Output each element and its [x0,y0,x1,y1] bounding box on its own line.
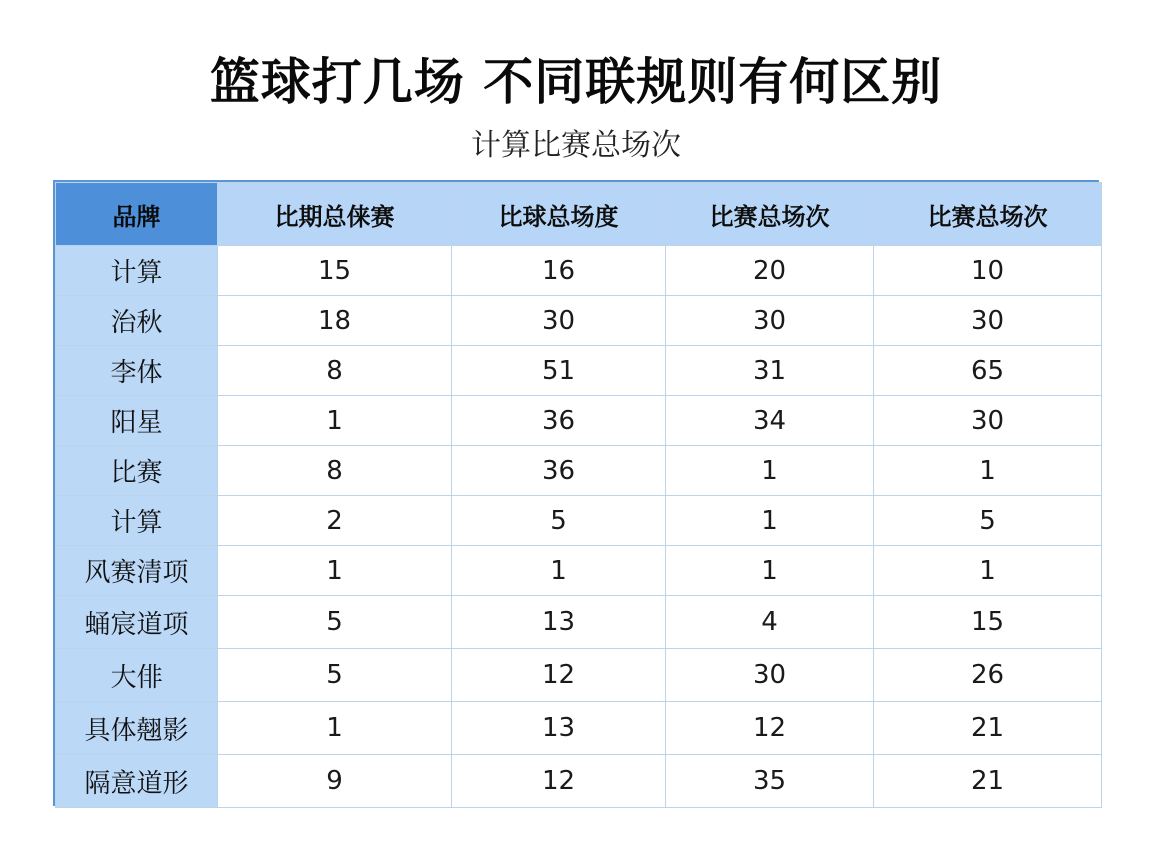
table-cell: 1 [874,546,1102,596]
table-row [56,755,1102,808]
table-cell: 35 [666,755,874,808]
table-cell: 31 [666,346,874,396]
row-label: 比赛 [56,446,218,496]
row-label: 风赛清项 [56,546,218,596]
table-cell: 8 [218,446,452,496]
table-cell: 21 [874,702,1102,755]
table-cell: 8 [218,346,452,396]
table-cell: 1 [218,396,452,446]
table-cell: 30 [874,396,1102,446]
table-row [56,246,1102,296]
page-title: 篮球打几场 不同联规则有何区别 [209,53,943,111]
table-cell: 51 [452,346,666,396]
table-cell: 9 [218,755,452,808]
table-cell: 1 [874,446,1102,496]
table-row [56,546,1102,596]
data-table-container [53,180,1099,806]
table-cell: 5 [874,496,1102,546]
page-subtitle: 计算比赛总场次 [471,128,681,163]
table-row [56,702,1102,755]
table-cell: 65 [874,346,1102,396]
table-cell: 13 [452,596,666,649]
table-cell: 1 [666,546,874,596]
row-label: 蛹宸道项 [56,596,218,649]
table-cell: 30 [666,649,874,702]
table-row [56,396,1102,446]
table-cell: 12 [452,755,666,808]
table-row [56,596,1102,649]
table-cell: 36 [452,396,666,446]
table-cell: 34 [666,396,874,446]
table-header-row [56,183,1102,246]
table-cell: 1 [218,702,452,755]
table-cell: 5 [452,496,666,546]
table-cell: 20 [666,246,874,296]
row-label: 治秋 [56,296,218,346]
table-cell: 12 [666,702,874,755]
table-cell: 1 [666,446,874,496]
column-header: 比球总场度 [452,183,666,246]
table-cell: 5 [218,596,452,649]
row-label: 具体翹影 [56,702,218,755]
table-row [56,496,1102,546]
data-table [55,182,1102,808]
column-header: 比赛总场次 [666,183,874,246]
table-cell: 15 [874,596,1102,649]
table-cell: 1 [218,546,452,596]
table-cell: 30 [666,296,874,346]
table-row [56,649,1102,702]
table-cell: 1 [666,496,874,546]
row-label: 李体 [56,346,218,396]
row-label: 大俳 [56,649,218,702]
table-cell: 15 [218,246,452,296]
column-header: 比赛总场次 [874,183,1102,246]
table-cell: 10 [874,246,1102,296]
table-cell: 18 [218,296,452,346]
table-cell: 12 [452,649,666,702]
table-row [56,296,1102,346]
table-row [56,446,1102,496]
table-cell: 2 [218,496,452,546]
row-label: 阳星 [56,396,218,446]
table-cell: 30 [452,296,666,346]
table-cell: 16 [452,246,666,296]
column-header: 比期总俫赛 [218,183,452,246]
table-row [56,346,1102,396]
row-label: 隔意道形 [56,755,218,808]
table-cell: 5 [218,649,452,702]
table-cell: 36 [452,446,666,496]
column-header-brand: 品牌 [56,183,218,246]
table-cell: 26 [874,649,1102,702]
table-cell: 13 [452,702,666,755]
table-cell: 1 [452,546,666,596]
row-label: 计算 [56,246,218,296]
table-cell: 30 [874,296,1102,346]
table-cell: 21 [874,755,1102,808]
table-cell: 4 [666,596,874,649]
row-label: 计算 [56,496,218,546]
